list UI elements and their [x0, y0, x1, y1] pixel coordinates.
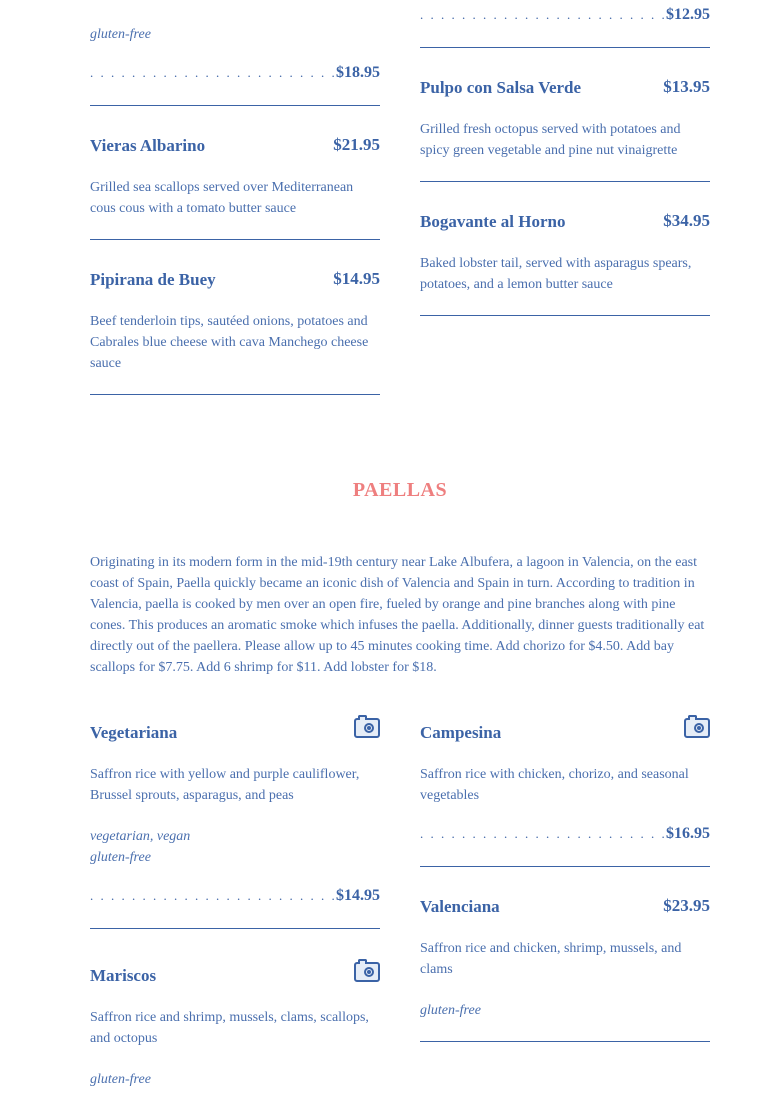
- item-description: Beef tenderloin tips, sautéed onions, potatoes and Cabrales blue cheese with cava Manchego cheese sauce: [90, 314, 369, 371]
- divider: [90, 394, 380, 395]
- dot-leader: [420, 826, 665, 842]
- item-price: $14.95: [333, 269, 380, 288]
- camera-icon-lens: [694, 723, 704, 733]
- camera-icon-lens: [364, 723, 374, 733]
- item-tag: gluten-free: [90, 1072, 151, 1087]
- item-description: Grilled sea scallops served over Mediterranean cous cous with a tomato butter sauce: [90, 180, 354, 216]
- item-name: Bogavante al Horno: [420, 212, 566, 231]
- divider: [420, 315, 710, 316]
- item-description: Saffron rice with yellow and purple cauliflower, Brussel sprouts, asparagus, and peas: [90, 767, 360, 803]
- item-name: Campesina: [420, 723, 502, 742]
- camera-icon[interactable]: [354, 718, 380, 738]
- item-price: $23.95: [663, 896, 710, 915]
- price-leader: [420, 825, 710, 845]
- section-intro: Originating in its modern form in the mid-19th century near Lake Albufera, a lagoon in Valencia, on the east coast of Spain, Paella quickly became an iconic dish of Valencia and Spain in turn. According to tradition in Valencia, paella is cooked by men over an open fire, fueled by orange and pine branches along with pine cones. This produces an aromatic smoke which infuses the paella. Additionally, dinner guests traditionally eat directly out of the paellera. Please allow up to 45 minutes cooking time. Add chorizo for $4.50. Add bay scallops for $7.75. Add 6 shrimp for $11. Add lobster for $18.: [90, 555, 705, 675]
- divider: [90, 105, 380, 106]
- item-tag: vegetarian, vegan: [90, 829, 191, 844]
- dot-leader: [420, 7, 665, 23]
- item-price: $14.95: [336, 887, 380, 904]
- item-description: Grilled fresh octopus served with potatoes and spicy green vegetable and pine nut vinaigrette: [420, 122, 681, 158]
- camera-icon-lens: [364, 967, 374, 977]
- divider: [90, 928, 380, 929]
- item-name: Vegetariana: [90, 723, 178, 742]
- camera-icon-top: [358, 715, 367, 720]
- divider: [420, 1041, 710, 1042]
- divider: [90, 239, 380, 240]
- item-description: Saffron rice and chicken, shrimp, mussels, and clams: [420, 941, 682, 977]
- camera-icon[interactable]: [684, 718, 710, 738]
- item-price: $16.95: [666, 825, 710, 842]
- section-title: PAELLAS: [352, 479, 448, 501]
- item-price: $18.95: [336, 64, 380, 81]
- camera-icon-top: [358, 959, 367, 964]
- item-price: $13.95: [663, 77, 710, 96]
- item-name: Pipirana de Buey: [90, 270, 216, 289]
- dot-leader: [90, 65, 335, 81]
- item-tag: gluten-free: [90, 850, 151, 865]
- item-name: Pulpo con Salsa Verde: [420, 78, 582, 97]
- item-price: $12.95: [666, 6, 710, 23]
- item-description: Saffron rice with chicken, chorizo, and seasonal vegetables: [420, 767, 689, 803]
- item-name: Valenciana: [420, 897, 500, 916]
- divider: [420, 866, 710, 867]
- item-price: $34.95: [663, 211, 710, 230]
- item-tag: gluten-free: [420, 1003, 481, 1018]
- dot-leader: [90, 888, 335, 904]
- divider: [420, 181, 710, 182]
- price-leader: [90, 887, 380, 907]
- item-price: $21.95: [333, 135, 380, 154]
- price-leader: [420, 6, 710, 26]
- camera-icon-top: [688, 715, 697, 720]
- item-name: Vieras Albarino: [90, 136, 206, 155]
- divider: [420, 47, 710, 48]
- item-tag: gluten-free: [90, 27, 151, 42]
- item-description: Baked lobster tail, served with asparagus spears, potatoes, and a lemon butter sauce: [420, 256, 692, 292]
- price-leader: [90, 64, 380, 84]
- camera-icon[interactable]: [354, 962, 380, 982]
- item-name: Mariscos: [90, 966, 157, 985]
- item-description: Saffron rice and shrimp, mussels, clams, scallops, and octopus: [90, 1010, 369, 1046]
